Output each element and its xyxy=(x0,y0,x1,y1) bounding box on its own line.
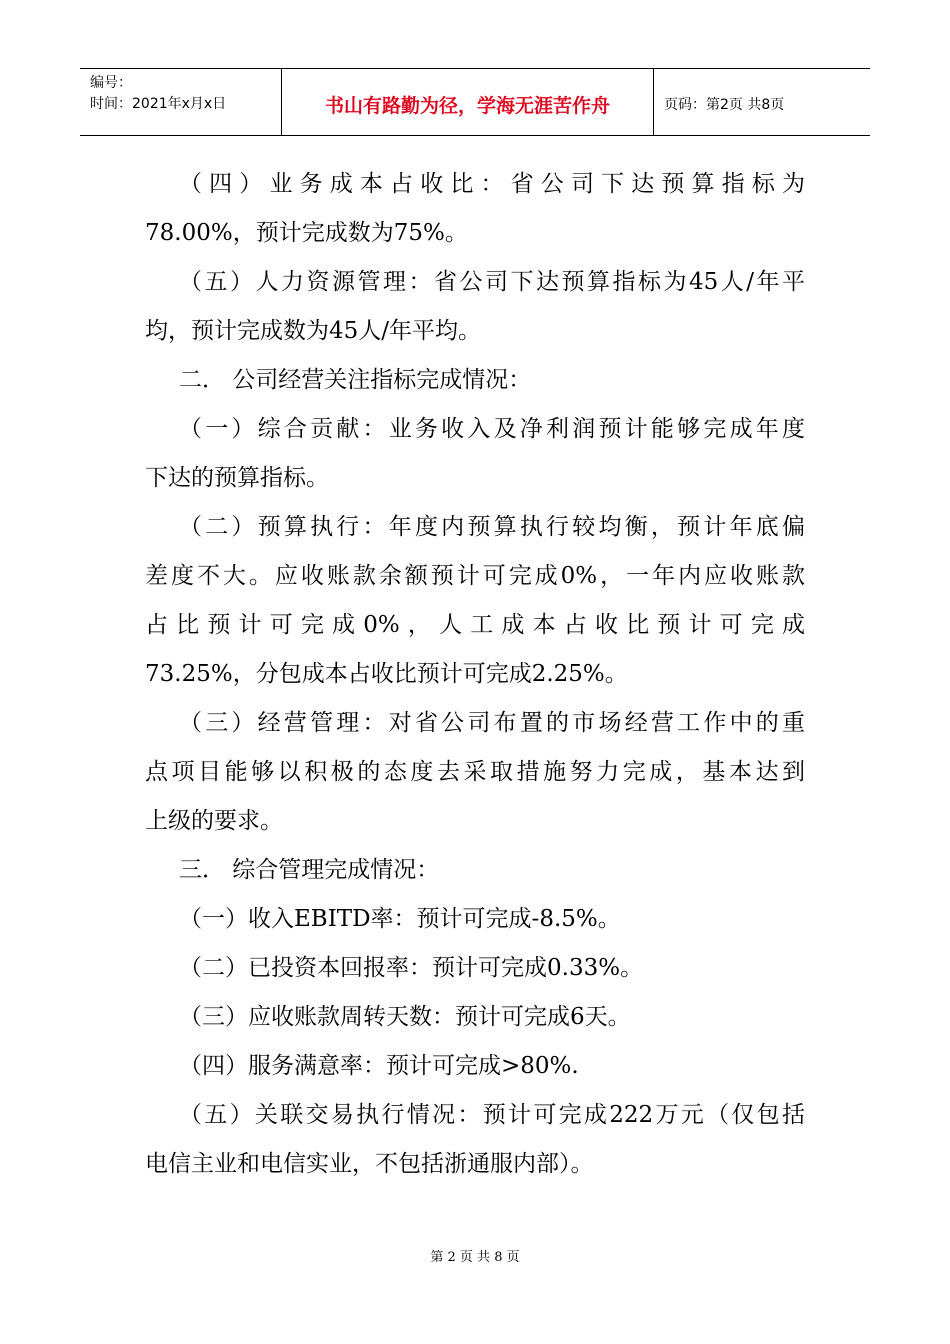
document-number-label: 编号： xyxy=(90,75,132,91)
paragraph-line: 下达的预算指标。 xyxy=(145,465,329,491)
paragraph-line: （四）服务满意率：预计可完成>80%. xyxy=(179,1053,579,1079)
document-body xyxy=(145,160,805,1189)
paragraph-line: 差度不大。应收账款余额预计可完成0%，一年内应收账款 xyxy=(145,563,805,589)
header-page-info: 页码：第2页 共8页 xyxy=(664,97,785,113)
paragraph-line: （一）收入EBITD率：预计可完成-8.5%。 xyxy=(179,906,621,932)
paragraph-line: （二）已投资本回报率：预计可完成0.33%。 xyxy=(179,955,644,981)
paragraph-line: 均，预计完成数为45人/年平均。 xyxy=(145,318,482,344)
paragraph-line: 电信主业和电信实业，不包括浙通服内部）。 xyxy=(145,1151,594,1177)
paragraph-line: （二）预算执行：年度内预算执行较均衡，预计年底偏 xyxy=(179,514,805,540)
paragraph-line: 占比预计可完成0%，人工成本占收比预计可完成 xyxy=(145,612,805,638)
paragraph-line: （三）经营管理：对省公司布置的市场经营工作中的重 xyxy=(179,710,805,736)
document-time-label: 时间：2021年x月x日 xyxy=(90,96,227,112)
paragraph-line: （四）业务成本占收比：省公司下达预算指标为 xyxy=(179,171,805,197)
header-motto: 书山有路勤为径，学海无涯苦作舟 xyxy=(282,69,654,135)
paragraph-line: （一）综合贡献：业务收入及净利润预计能够完成年度 xyxy=(179,416,805,442)
paragraph-line: 点项目能够以积极的态度去采取措施努力完成，基本达到 xyxy=(145,759,805,785)
page-header xyxy=(80,68,870,136)
paragraph-line: 上级的要求。 xyxy=(145,808,283,834)
paragraph-line: （三）应收账款周转天数：预计可完成6天。 xyxy=(179,1004,631,1030)
section-title: 三． 综合管理完成情况： xyxy=(179,857,440,883)
paragraph-line: （五）人力资源管理：省公司下达预算指标为45人/年平 xyxy=(179,269,805,295)
header-meta xyxy=(80,69,282,135)
paragraph-line: 73.25%，分包成本占收比预计可完成2.25%。 xyxy=(145,661,628,687)
page-footer: 第 2 页 共 8 页 xyxy=(430,1250,520,1265)
paragraph-line: （五）关联交易执行情况：预计可完成222万元（仅包括 xyxy=(179,1102,805,1128)
section-title: 二． 公司经营关注指标完成情况： xyxy=(179,367,532,393)
paragraph-line: 78.00%，预计完成数为75%。 xyxy=(145,220,468,246)
